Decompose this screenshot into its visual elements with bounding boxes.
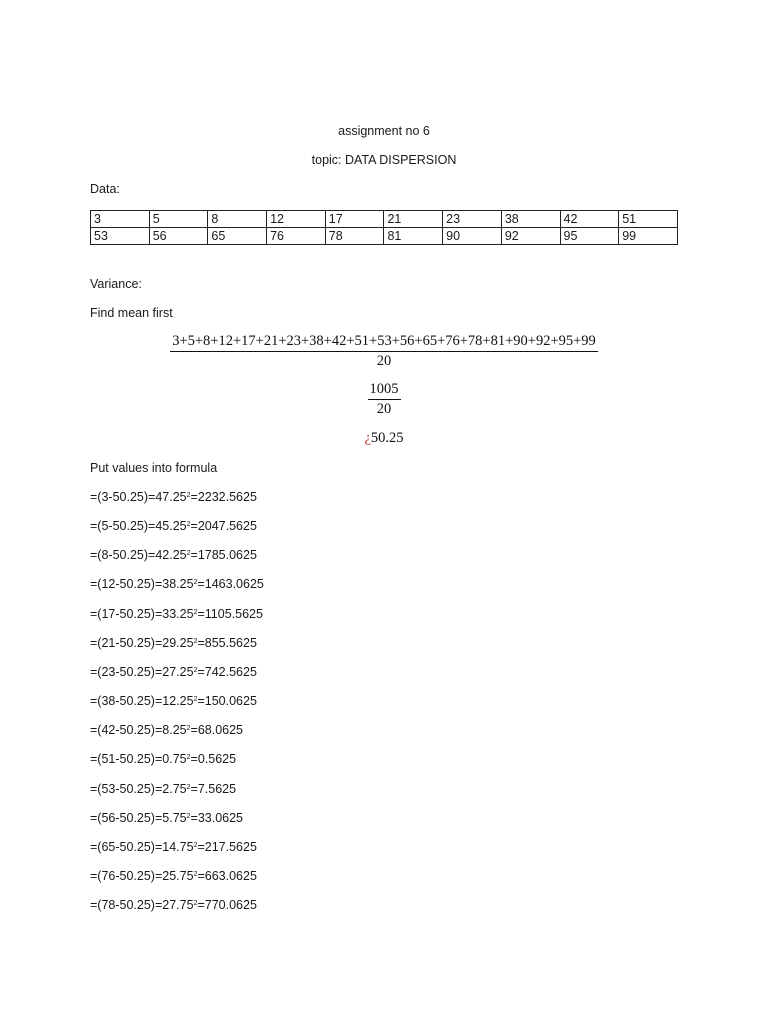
calc-exponent: 2: [186, 725, 191, 732]
result-prefix: ¿: [364, 430, 371, 446]
calc-left: =(5-50.25)=45.25: [90, 519, 187, 533]
calc-right: =2232.5625: [190, 490, 257, 504]
calculation-line: [90, 722, 243, 738]
calc-right: =1463.0625: [197, 577, 264, 591]
calc-right: =855.5625: [197, 636, 257, 650]
data-label: Data:: [90, 182, 120, 196]
calc-right: =663.0625: [197, 869, 257, 883]
table-cell: 76: [267, 228, 326, 245]
calc-left: =(21-50.25)=29.25: [90, 636, 194, 650]
total-denominator: 20: [376, 401, 392, 417]
calculation-line: [90, 576, 264, 592]
calc-left: =(65-50.25)=14.75: [90, 840, 194, 854]
calc-right: =0.5625: [190, 752, 237, 766]
calc-exponent: 2: [186, 784, 191, 791]
table-cell: 42: [560, 211, 619, 228]
calculation-line: [90, 810, 243, 826]
sum-numerator: 3+5+8+12+17+21+23+38+42+51+53+56+65+76+78+81+90+92+95+99: [172, 333, 596, 349]
table-cell: 78: [325, 228, 384, 245]
result-value: 50.25: [370, 430, 404, 446]
calc-left: =(8-50.25)=42.25: [90, 548, 187, 562]
calculation-line: [90, 664, 257, 680]
total-fraction: [0, 381, 768, 418]
calc-right: =1785.0625: [190, 548, 257, 562]
table-cell: 65: [208, 228, 267, 245]
calc-right: =150.0625: [197, 694, 257, 708]
table-row: [91, 211, 678, 228]
calc-left: =(12-50.25)=38.25: [90, 577, 194, 591]
calculation-line: [90, 781, 236, 797]
data-table: [90, 210, 678, 245]
calculation-line: [90, 547, 257, 563]
table-cell: 56: [149, 228, 208, 245]
calc-exponent: 2: [193, 579, 198, 586]
calculation-line: [90, 518, 257, 534]
calc-exponent: 2: [186, 813, 191, 820]
variance-label: Variance:: [90, 277, 142, 291]
table-cell: 51: [619, 211, 678, 228]
table-cell: 99: [619, 228, 678, 245]
calc-exponent: 2: [193, 638, 198, 645]
calc-right: =7.5625: [190, 782, 237, 796]
calculation-line: [90, 635, 257, 651]
table-cell: 21: [384, 211, 443, 228]
topic-heading: topic: DATA DISPERSION: [311, 153, 457, 167]
calc-left: =(38-50.25)=12.25: [90, 694, 194, 708]
calc-left: =(78-50.25)=27.75: [90, 898, 194, 912]
calc-right: =770.0625: [197, 898, 257, 912]
table-cell: 17: [325, 211, 384, 228]
calc-left: =(53-50.25)=2.75: [90, 782, 187, 796]
table-cell: 8: [208, 211, 267, 228]
mean-result: [0, 430, 768, 447]
calc-left: =(42-50.25)=8.25: [90, 723, 187, 737]
calc-right: =2047.5625: [190, 519, 257, 533]
calc-exponent: 2: [193, 609, 198, 616]
calc-exponent: 2: [193, 871, 198, 878]
calc-exponent: 2: [193, 900, 198, 907]
calc-right: =33.0625: [190, 811, 243, 825]
calc-exponent: 2: [186, 521, 191, 528]
calc-exponent: 2: [186, 754, 191, 761]
calc-exponent: 2: [193, 842, 198, 849]
calc-exponent: 2: [186, 492, 191, 499]
calculation-line: [90, 489, 257, 505]
calculation-line: [90, 839, 257, 855]
calculation-line: [90, 693, 257, 709]
calc-left: =(17-50.25)=33.25: [90, 607, 194, 621]
table-cell: 3: [91, 211, 150, 228]
sum-denominator: 20: [376, 353, 392, 369]
calc-left: =(3-50.25)=47.25: [90, 490, 187, 504]
total-numerator: 1005: [369, 381, 399, 397]
calc-right: =1105.5625: [197, 607, 263, 621]
calc-left: =(56-50.25)=5.75: [90, 811, 187, 825]
table-cell: 90: [443, 228, 502, 245]
calc-exponent: 2: [193, 667, 198, 674]
assignment-title: assignment no 6: [338, 124, 430, 138]
calc-right: =742.5625: [197, 665, 257, 679]
calculation-line: [90, 897, 257, 913]
find-mean-label: Find mean first: [90, 306, 173, 320]
table-cell: 81: [384, 228, 443, 245]
calc-left: =(51-50.25)=0.75: [90, 752, 187, 766]
table-cell: 5: [149, 211, 208, 228]
calc-left: =(76-50.25)=25.75: [90, 869, 194, 883]
table-row: [91, 228, 678, 245]
calc-exponent: 2: [193, 696, 198, 703]
calculation-line: [90, 868, 257, 884]
table-cell: 92: [501, 228, 560, 245]
sum-fraction: [0, 333, 768, 370]
calc-exponent: 2: [186, 550, 191, 557]
calculation-line: [90, 606, 263, 622]
calculation-line: [90, 751, 236, 767]
calc-right: =68.0625: [190, 723, 243, 737]
table-cell: 95: [560, 228, 619, 245]
table-cell: 12: [267, 211, 326, 228]
table-cell: 38: [501, 211, 560, 228]
formula-label: Put values into formula: [90, 461, 218, 475]
table-cell: 23: [443, 211, 502, 228]
table-cell: 53: [91, 228, 150, 245]
calc-left: =(23-50.25)=27.25: [90, 665, 194, 679]
calc-right: =217.5625: [197, 840, 257, 854]
